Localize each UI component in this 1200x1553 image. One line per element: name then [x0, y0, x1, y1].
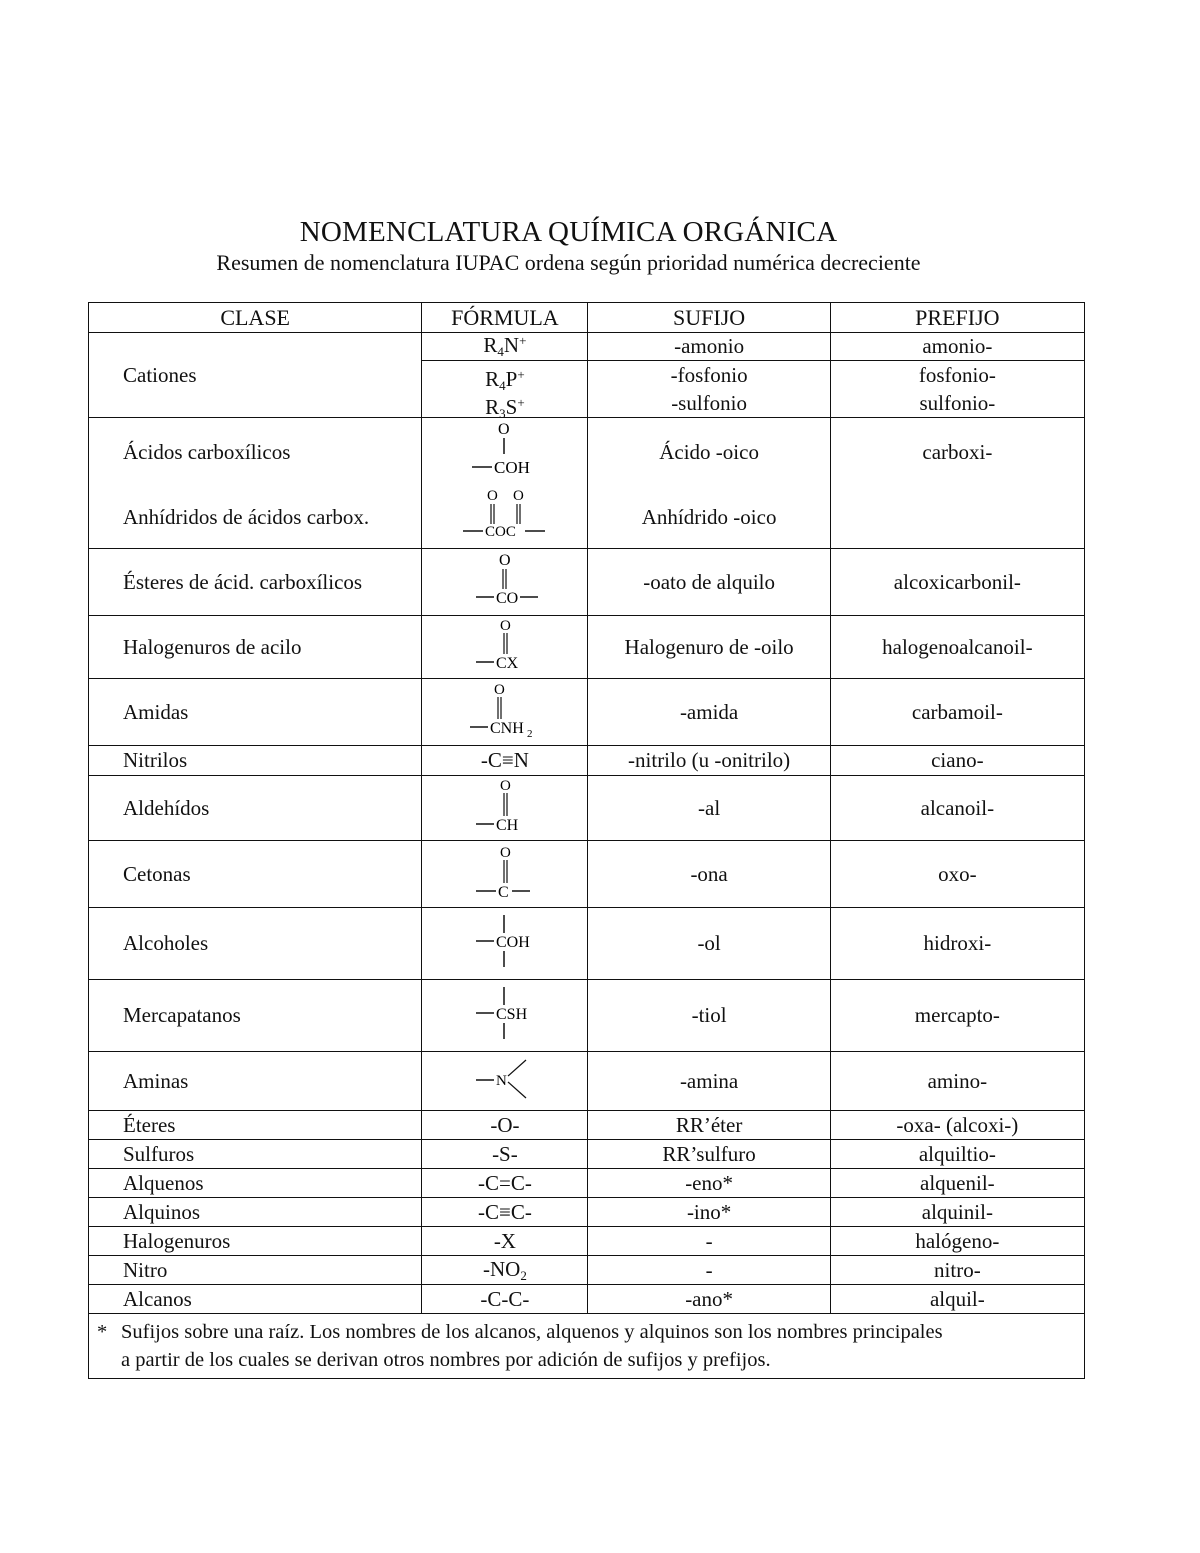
- svg-text:O: O: [499, 618, 511, 634]
- prefix-cell: -oxa- (alcoxi-): [830, 1111, 1084, 1140]
- prefix-cell: nitro-: [830, 1256, 1084, 1285]
- formula-cell: -C≡C-: [422, 1198, 588, 1227]
- amide-structure: [460, 679, 550, 739]
- carboxylic-acid-structure: [460, 418, 550, 480]
- suffix-cell: -amina: [588, 1052, 830, 1111]
- table-row: [89, 418, 1085, 487]
- suffix-cell: -tiol: [588, 980, 830, 1052]
- table-row: [89, 1198, 1085, 1227]
- header-sufijo: SUFIJO: [588, 303, 830, 333]
- class-cell: Alquenos: [89, 1169, 422, 1198]
- amine-structure: [460, 1052, 550, 1104]
- class-cell: Ésteres de ácid. carboxílicos: [89, 549, 422, 616]
- suffix-cell: -: [588, 1227, 830, 1256]
- suffix-cell: -ol: [588, 908, 830, 980]
- prefix-cell: alquinil-: [830, 1198, 1084, 1227]
- prefix-cell: amonio-: [830, 333, 1084, 361]
- table-row: [89, 1111, 1085, 1140]
- header-row: [89, 303, 1085, 333]
- prefix-cell: fosfonio- sulfonio-: [830, 361, 1084, 418]
- table-row: [89, 616, 1085, 679]
- class-cell: Aldehídos: [89, 776, 422, 841]
- footnote-marker: *: [97, 1321, 108, 1343]
- formula-cell: [422, 486, 588, 549]
- svg-text:2: 2: [526, 728, 533, 739]
- prefix-cell: carboxi-: [830, 418, 1084, 487]
- suffix-cell: Anhídrido -oico: [588, 486, 830, 549]
- svg-text:O: O: [486, 488, 498, 504]
- suffix-cell: -ano*: [588, 1285, 830, 1314]
- formula-cell: [422, 616, 588, 679]
- acyl-halide-structure: [460, 616, 550, 672]
- suffix-cell: -: [588, 1256, 830, 1285]
- table-row: [89, 776, 1085, 841]
- table-row: [89, 333, 1085, 361]
- prefix-cell: alcoxicarbonil-: [830, 549, 1084, 616]
- table-row: [89, 1256, 1085, 1285]
- prefix-cell: alquenil-: [830, 1169, 1084, 1198]
- header-clase: CLASE: [89, 303, 422, 333]
- class-cell: Alcanos: [89, 1285, 422, 1314]
- svg-text:COC: COC: [484, 524, 516, 540]
- table-row: [89, 980, 1085, 1052]
- header-prefijo: PREFIJO: [830, 303, 1084, 333]
- ketone-structure: [460, 841, 550, 901]
- table-row: [89, 1052, 1085, 1111]
- suffix-cell: Ácido -oico: [588, 418, 830, 487]
- svg-text:O: O: [499, 845, 511, 861]
- ester-structure: [460, 549, 550, 609]
- footnote: [89, 1314, 1085, 1379]
- class-cell: Anhídridos de ácidos carbox.: [89, 486, 422, 549]
- suffix-cell: -nitrilo (u -onitrilo): [588, 746, 830, 776]
- prefix-cell: halogenoalcanoil-: [830, 616, 1084, 679]
- prefix-cell: halógeno-: [830, 1227, 1084, 1256]
- svg-text:O: O: [512, 488, 524, 504]
- formula-cell: [422, 980, 588, 1052]
- svg-text:COH: COH: [493, 458, 530, 477]
- footnote-line-2: a partir de los cuales se derivan otros nombres por adición de sufijos y prefijos.: [121, 1349, 771, 1371]
- formula-cell: [422, 549, 588, 616]
- formula-cell: $R_4N^+$: [422, 333, 588, 361]
- table-row: [89, 1140, 1085, 1169]
- class-cell: Cationes: [89, 333, 422, 418]
- svg-text:O: O: [497, 421, 510, 438]
- class-cell: Mercapatanos: [89, 980, 422, 1052]
- table-row: [89, 679, 1085, 746]
- formula-cell: [422, 841, 588, 908]
- svg-text:COH: COH: [495, 933, 530, 951]
- prefix-cell: alcanoil-: [830, 776, 1084, 841]
- suffix-cell: -ino*: [588, 1198, 830, 1227]
- prefix-cell: mercapto-: [830, 980, 1084, 1052]
- formula-cell: -C-C-: [422, 1285, 588, 1314]
- formula-cell: [422, 1052, 588, 1111]
- suffix-cell: -amida: [588, 679, 830, 746]
- class-cell: Nitro: [89, 1256, 422, 1285]
- class-cell: Nitrilos: [89, 746, 422, 776]
- alcohol-structure: [460, 909, 550, 973]
- nomenclature-table: [88, 302, 1085, 1379]
- svg-text:CH: CH: [495, 817, 519, 834]
- prefix-cell: amino-: [830, 1052, 1084, 1111]
- thiol-structure: [460, 981, 550, 1045]
- table-row: [89, 841, 1085, 908]
- suffix-cell: -ona: [588, 841, 830, 908]
- table-row: [89, 1227, 1085, 1256]
- svg-text:CSH: CSH: [495, 1005, 528, 1023]
- svg-text:N: N: [495, 1073, 507, 1089]
- class-cell: Aminas: [89, 1052, 422, 1111]
- footnote-line-1: Sufijos sobre una raíz. Los nombres de los alcanos, alquenos y alquinos son los nombres principales: [121, 1321, 943, 1343]
- table-row: [89, 1169, 1085, 1198]
- class-cell: Cetonas: [89, 841, 422, 908]
- class-cell: Halogenuros: [89, 1227, 422, 1256]
- table-row: [89, 1285, 1085, 1314]
- formula-cell: -C=C-: [422, 1169, 588, 1198]
- formula-cell: -O-: [422, 1111, 588, 1140]
- anhydride-structure: [455, 486, 555, 542]
- table-row: [89, 908, 1085, 980]
- formula-cell: $-NO_2$: [422, 1256, 588, 1285]
- suffix-cell: Halogenuro de -oilo: [588, 616, 830, 679]
- svg-text:O: O: [499, 778, 511, 794]
- svg-text:CNH: CNH: [489, 720, 524, 737]
- table-row: [89, 746, 1085, 776]
- prefix-cell: carbamoil-: [830, 679, 1084, 746]
- class-cell: Sulfuros: [89, 1140, 422, 1169]
- formula-cell: [422, 776, 588, 841]
- prefix-cell: ciano-: [830, 746, 1084, 776]
- svg-text:O: O: [493, 682, 505, 698]
- suffix-cell: -fosfonio -sulfonio: [588, 361, 830, 418]
- class-cell: Alcoholes: [89, 908, 422, 980]
- svg-text:CO: CO: [495, 590, 519, 607]
- suffix-cell: -al: [588, 776, 830, 841]
- formula-cell: -S-: [422, 1140, 588, 1169]
- formula-cell: $R_4P^+$ $R_3S^+$: [422, 361, 588, 418]
- footnote-row: [89, 1314, 1085, 1379]
- class-cell: Halogenuros de acilo: [89, 616, 422, 679]
- svg-text:CX: CX: [495, 655, 519, 672]
- formula-cell: [422, 418, 588, 487]
- suffix-cell: RR’sulfuro: [588, 1140, 830, 1169]
- prefix-cell: alquil-: [830, 1285, 1084, 1314]
- class-cell: Éteres: [89, 1111, 422, 1140]
- formula-cell: -C≡N: [422, 746, 588, 776]
- prefix-cell: alquiltio-: [830, 1140, 1084, 1169]
- header-formula: FÓRMULA: [422, 303, 588, 333]
- document-title: NOMENCLATURA QUÍMICA ORGÁNICA: [299, 216, 838, 248]
- formula-cell: -X: [422, 1227, 588, 1256]
- class-cell: Ácidos carboxílicos: [89, 418, 422, 487]
- prefix-cell: oxo-: [830, 841, 1084, 908]
- formula-cell: [422, 679, 588, 746]
- class-cell: Alquinos: [89, 1198, 422, 1227]
- suffix-cell: -oato de alquilo: [588, 549, 830, 616]
- svg-text:O: O: [498, 552, 511, 569]
- aldehyde-structure: [460, 776, 550, 834]
- prefix-cell: [830, 486, 1084, 549]
- class-cell: Amidas: [89, 679, 422, 746]
- svg-text:C: C: [497, 884, 509, 901]
- suffix-cell: RR’éter: [588, 1111, 830, 1140]
- document-subtitle: Resumen de nomenclatura IUPAC ordena según prioridad numérica decreciente: [216, 250, 921, 275]
- suffix-cell: -amonio: [588, 333, 830, 361]
- suffix-cell: -eno*: [588, 1169, 830, 1198]
- prefix-cell: hidroxi-: [830, 908, 1084, 980]
- table-row: [89, 486, 1085, 549]
- formula-cell: [422, 908, 588, 980]
- table-row: [89, 549, 1085, 616]
